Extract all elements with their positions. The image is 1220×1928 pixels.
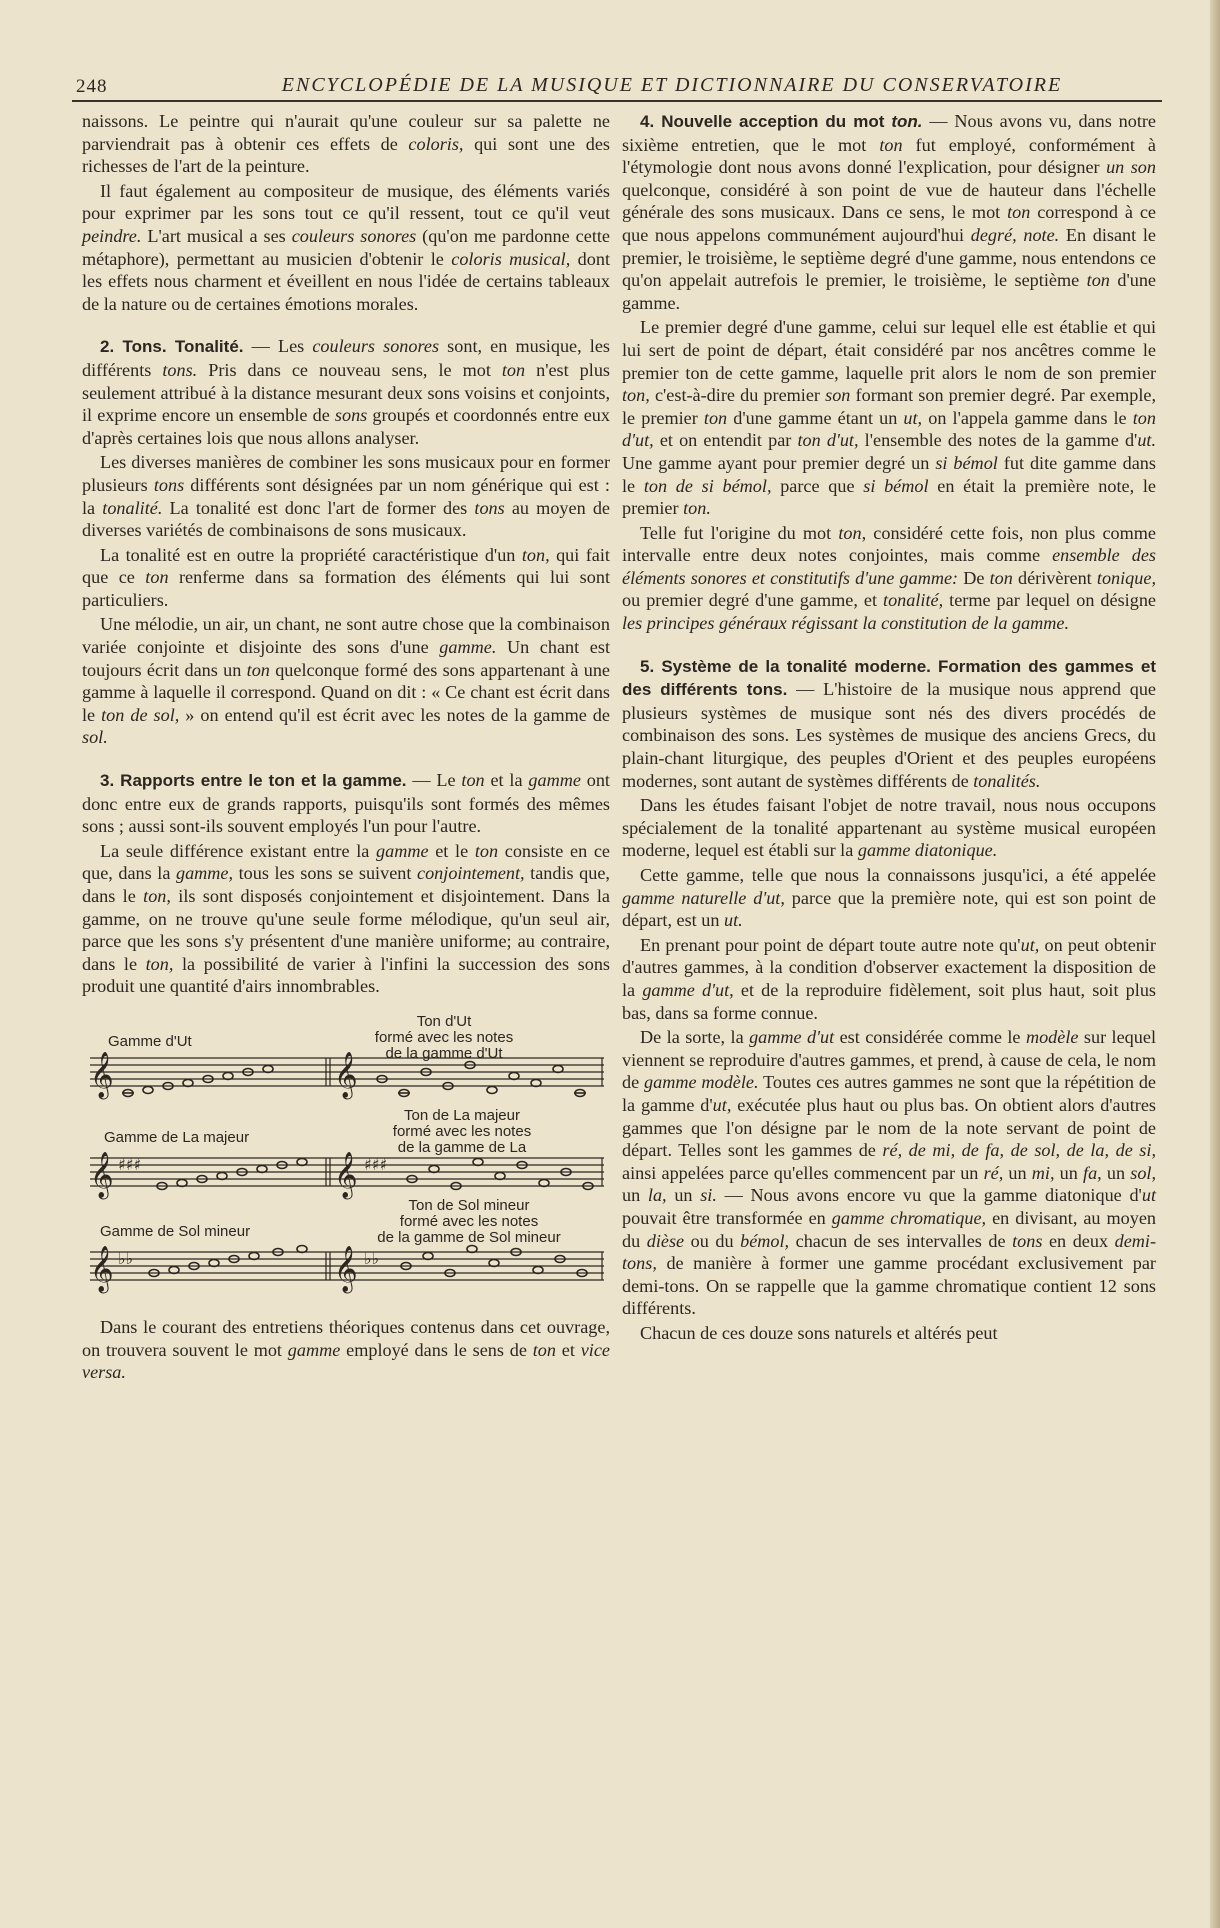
label-gamme-la: Gamme de La majeur bbox=[104, 1128, 250, 1146]
paragraph: Telle fut l'origine du mot ton, considéré cette fois, non plus comme intervalle entre deux notes conjointes, mais comme ensemble des éléments sonores et constitutifs d'une gamme: De ton dérivèrent tonique, ou premier degré d'une gamme, et tonalité, terme par lequel on désigne les principes généraux régissant la constitution de la gamme. bbox=[622, 522, 1156, 634]
music-notation-figure bbox=[82, 1010, 610, 1306]
running-title: ENCYCLOPÉDIE DE LA MUSIQUE ET DICTIONNAIRE DU CONSERVATOIRE bbox=[281, 74, 1063, 96]
left-column bbox=[82, 110, 610, 1386]
sharp-icon: ♯♯♯ bbox=[118, 1154, 142, 1174]
section-title: 4. Nouvelle acception du mot ton. bbox=[640, 112, 923, 131]
paragraph: La seule différence existant entre la gamme et le ton consiste en ce que, dans la gamme, tous les sons se suivent conjointement, tandis que, dans le ton, ils sont disposés conjointement et disjointement. Dans la gamme, on ne trouve qu'une seule forme mélodique, qu'un seul air, parce que les sons s'y présentent d'une manière uniforme; au contraire, dans le ton, la possibilité de varier à l'infini la succession des sons produit une quantité d'airs innombrables. bbox=[82, 840, 611, 997]
treble-clef-icon: 𝄞 bbox=[90, 1245, 114, 1292]
label-ton-la: Ton de La majeur formé avec les notes de la gamme de La bbox=[392, 1106, 532, 1156]
treble-clef-icon: 𝄞 bbox=[334, 1151, 358, 1198]
section-5: 5. Système de la tonalité moderne. Formation des gammes et des différents tons. — L'histoire de la musique nous apprend que plusieurs systèmes de musique sont nés des divers procédés de combinaison des sons. Les systèmes de musique des anciens Grecs, du plain-chant liturgique, des peuples d'Orient et des peuples européens modernes, sont autant de systèmes différents de tonalités. bbox=[622, 656, 1156, 791]
right-column bbox=[622, 110, 1156, 1346]
paragraph: Dans les études faisant l'objet de notre travail, nous nous occupons spécialement de la tonalité appartenant au système musical européen moderne, lequel est établi sur la gamme diatonique. bbox=[622, 795, 1156, 861]
section-4: 4. Nouvelle acception du mot ton. — Nous avons vu, dans notre sixième entretien, que le mot ton fut employé, conformément à l'étymologie dont nous avons donné l'explication, pour désigner un son quelconque, considéré à son point de vue de hauteur dans l'échelle générale des sons musicaux. Dans ce sens, le mot ton correspond à ce que nous appelons communément aujourd'hui degré, note. En disant le premier, le troisième, le septième degré d'une gamme, nous entendons ce qu'on appelait autrefois le premier, le troisième, le septième ton d'une gamme. bbox=[622, 111, 1156, 313]
page-edge bbox=[1210, 0, 1220, 1928]
label-ton-ut: Ton d'Ut formé avec les notes de la gamme d'Ut bbox=[374, 1012, 514, 1062]
paragraph: Les diverses manières de combiner les sons musicaux pour en former plusieurs tons différents sont désignées par un nom générique qui est : la tonalité. La tonalité est donc l'art de former des tons au moyen de diverses variétés de combinaisons de sons musicaux. bbox=[82, 452, 610, 541]
section-title: 3. Rapports entre le ton et la gamme. bbox=[100, 771, 407, 791]
flat-icon: ♭♭ bbox=[118, 1248, 134, 1268]
paragraph: Une mélodie, un air, un chant, ne sont autre chose que la combinaison variée conjointe et disjointe des sons d'une gamme. Un chant est toujours écrit dans un ton quelconque formé des sons appartenant à une gamme à laquelle il correspond. Quand on dit : « Ce chant est écrit dans le ton de sol, » on entend qu'il est écrit avec les notes de la gamme de sol. bbox=[82, 614, 611, 748]
section-title: 5. Système de la tonalité moderne. Formation des gammes et des différents tons. bbox=[622, 656, 1156, 700]
paragraph: Il faut également au compositeur de musique, des éléments variés pour exprimer par les sons tout ce qu'il ressent, tout ce qu'il veut peindre. L'art musical a ses couleurs sonores (qu'on me pardonne cette métaphore), permettant au musicien d'obtenir le coloris musical, dont les effets nous charment et éveillent en nous l'idée de certains tableaux de la nature ou de certaines émotions morales. bbox=[82, 180, 610, 314]
label-gamme-sol-mineur: Gamme de Sol mineur bbox=[100, 1222, 251, 1240]
page-header bbox=[72, 74, 1162, 100]
sharp-icon: ♯♯♯ bbox=[364, 1154, 388, 1174]
label-ton-sol-mineur: Ton de Sol mineur formé avec les notes de la gamme de Sol mineur bbox=[377, 1196, 561, 1246]
page-number: 248 bbox=[76, 76, 108, 97]
flat-icon: ♭♭ bbox=[364, 1248, 380, 1268]
treble-clef-icon: 𝄞 bbox=[90, 1151, 114, 1198]
treble-clef-icon: 𝄞 bbox=[334, 1245, 358, 1292]
header-rule bbox=[72, 100, 1162, 102]
section-2: 2. Tons. Tonalité. — Les couleurs sonores sont, en musique, les différents tons. Pris dans ce nouveau sens, le mot ton n'est plus seulement attribué à la distance mesurant deux sons voisins et conjoints, il exprime encore un ensemble de sons groupés et coordonnés entre eux d'après certaines lois que nous allons analyser. bbox=[82, 336, 611, 448]
section-3: 3. Rapports entre le ton et la gamme. — Le ton et la gamme ont donc entre eux de grands rapports, puisqu'ils sont formés des mêmes sons ; aussi sont-ils souvent employés l'un pour l'autre. bbox=[82, 770, 610, 837]
paragraph: En prenant pour point de départ toute autre note qu'ut, on peut obtenir d'autres gammes, à la condition d'observer exactement la disposition de la gamme d'ut, et de la reproduire fidèlement, soit plus haut, soit plus bas, dans sa forme connue. bbox=[622, 934, 1156, 1023]
paragraph: Le premier degré d'une gamme, celui sur lequel elle est établie et qui lui sert de point de départ, était considéré par nos ancêtres comme le premier ton de cette gamme, laquelle prit alors le nom de son premier ton, c'est-à-dire du premier son formant son premier degré. Par exemple, le premier ton d'une gamme étant un ut, on l'appela gamme dans le ton d'ut, et on entendit par ton d'ut, l'ensemble des notes de la gamme d'ut. Une gamme ayant pour premier degré un si bémol fut dite gamme dans le ton de si bémol, parce que si bémol en était la première note, le premier ton. bbox=[622, 317, 1157, 519]
paragraph: De la sorte, la gamme d'ut est considérée comme le modèle sur lequel viennent se reproduire d'autres gammes, et prend, à cause de cela, le nom de gamme modèle. Toutes ces autres gammes ne sont que la répétition de la gamme d'ut, exécutée plus haut ou plus bas. On obtient alors d'autres gammes que l'on désigne par le nom de la note servant de point de départ. Telles sont les gammes de ré, de mi, de fa, de sol, de la, de si, ainsi appelées parce qu'elles commencent par un ré, un mi, un fa, un sol, un la, un si. — Nous avons encore vu que la gamme diatonique d'ut pouvait être transformée en gamme chromatique, en divisant, au moyen du dièse ou du bémol, chacun de ses intervalles de tons en deux demi-tons, de manière à former une gamme procédant exclusivement par demi-tons. On se rappelle que la gamme chromatique contient 12 sons différents. bbox=[622, 1027, 1157, 1319]
treble-clef-icon: 𝄞 bbox=[90, 1051, 114, 1098]
section-title: 2. Tons. Tonalité. bbox=[100, 337, 244, 357]
paragraph: Chacun de ces douze sons naturels et altérés peut bbox=[640, 1322, 998, 1343]
treble-clef-icon: 𝄞 bbox=[334, 1051, 358, 1098]
figure-caption: Dans le courant des entretiens théoriques contenus dans cet ouvrage, on trouvera souvent le mot gamme employé dans le sens de ton et vice versa. bbox=[82, 1316, 610, 1383]
paragraph: La tonalité est en outre la propriété caractéristique d'un ton, qui fait que ce ton renferme dans sa formation des éléments qui lui sont particuliers. bbox=[82, 544, 611, 610]
paragraph: Cette gamme, telle que nous la connaissons jusqu'ici, a été appelée gamme naturelle d'ut, parce que la première note, qui est son point de départ, est un ut. bbox=[622, 865, 1156, 931]
paragraph: naissons. Le peintre qui n'aurait qu'une couleur sur sa palette ne parviendrait pas à obtenir ces effets de coloris, qui sont une des richesses de l'art de la peinture. bbox=[82, 111, 610, 177]
label-gamme-ut: Gamme d'Ut bbox=[108, 1032, 192, 1050]
